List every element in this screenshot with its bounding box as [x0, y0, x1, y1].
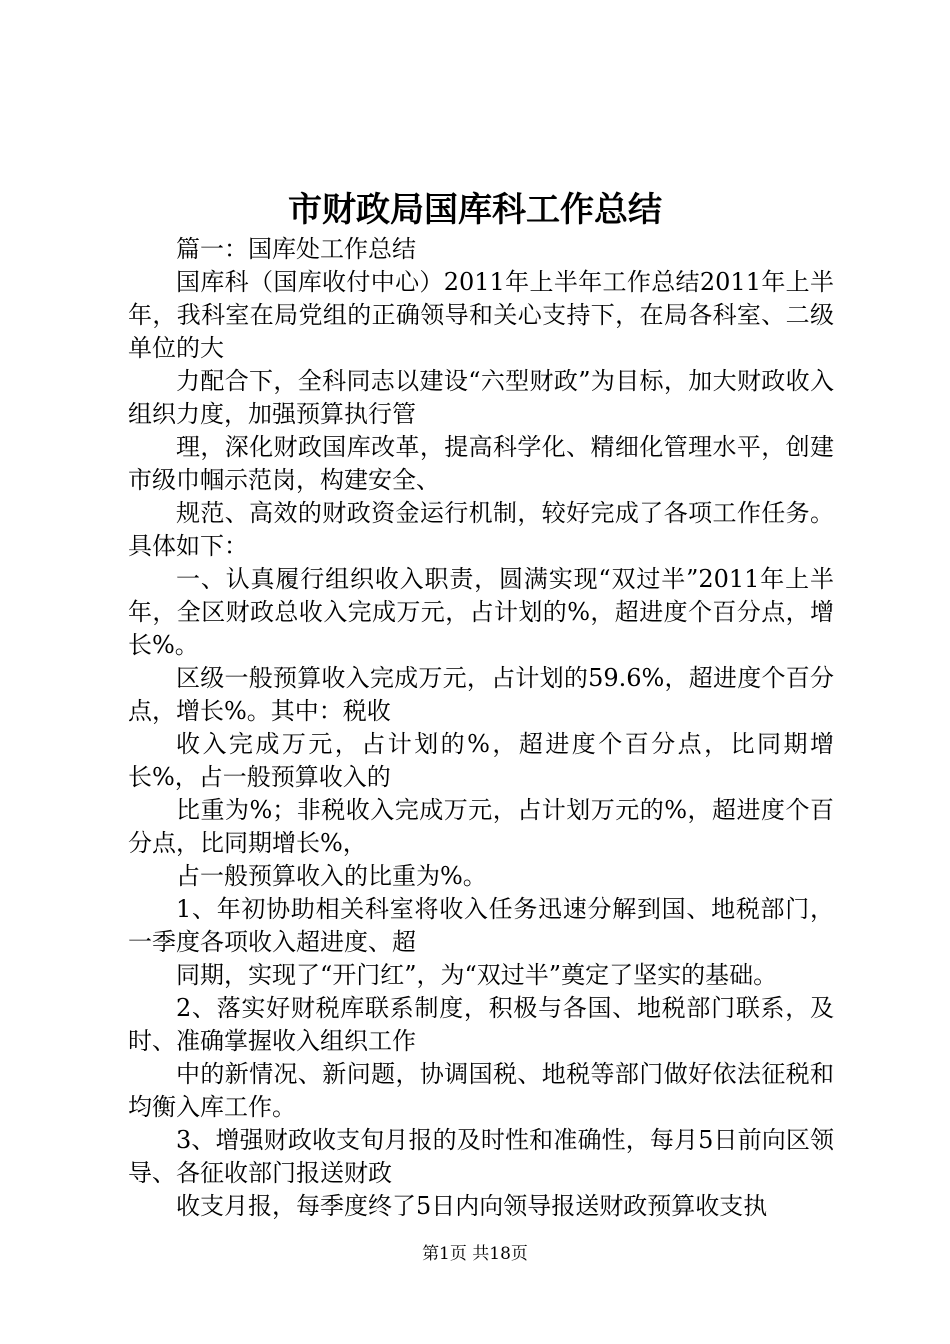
paragraph: 3、增强财政收支旬月报的及时性和准确性，每月5日前向区领导、各征收部门报送财政 — [128, 1126, 834, 1187]
paragraph: 1、年初协助相关科室将收入任务迅速分解到国、地税部门，一季度各项收入超进度、超 — [128, 895, 834, 956]
page-number: 第1页 共18页 — [422, 1244, 528, 1264]
paragraph: 中的新情况、新问题，协调国税、地税等部门做好依法征税和均衡入库工作。 — [128, 1060, 834, 1121]
paragraph: 占一般预算收入的比重为%。 — [176, 862, 487, 890]
paragraph: 国库科（国库收付中心）2011年上半年工作总结2011年上半年，我科室在局党组的正确领导和关心支持下，在局各科室、二级单位的大 — [128, 268, 834, 362]
paragraph: 收支月报，每季度终了5日内向领导报送财政预算收支执 — [176, 1192, 768, 1220]
paragraph: 力配合下，全科同志以建设“六型财政”为目标，加大财政收入组织力度，加强预算执行管 — [128, 367, 834, 428]
paragraph: 收入完成万元，占计划的%，超进度个百分点，比同期增长%，占一般预算收入的 — [128, 730, 834, 791]
paragraph: 比重为%；非税收入完成万元，占计划万元的%，超进度个百分点，比同期增长%， — [128, 796, 834, 857]
paragraph: 篇一：国库处工作总结 — [176, 235, 416, 263]
document-title: 市财政局国库科工作总结 — [288, 190, 662, 230]
paragraph: 理，深化财政国库改革，提高科学化、精细化管理水平，创建市级巾帼示范岗，构建安全、 — [128, 433, 834, 494]
paragraph: 规范、高效的财政资金运行机制，较好完成了各项工作任务。具体如下： — [128, 499, 834, 560]
paragraph: 区级一般预算收入完成万元，占计划的59.6%，超进度个百分点，增长%。其中：税收 — [128, 664, 834, 725]
paragraph: 同期，实现了“开门红”，为“双过半”奠定了坚实的基础。 — [176, 961, 778, 989]
paragraph: 2、落实好财税库联系制度，积极与各国、地税部门联系，及时、准确掌握收入组织工作 — [128, 994, 834, 1055]
paragraph: 一、认真履行组织收入职责，圆满实现“双过半”2011年上半年，全区财政总收入完成万元，占计划的%，超进度个百分点，增长%。 — [128, 565, 834, 659]
document-body — [128, 233, 834, 1223]
